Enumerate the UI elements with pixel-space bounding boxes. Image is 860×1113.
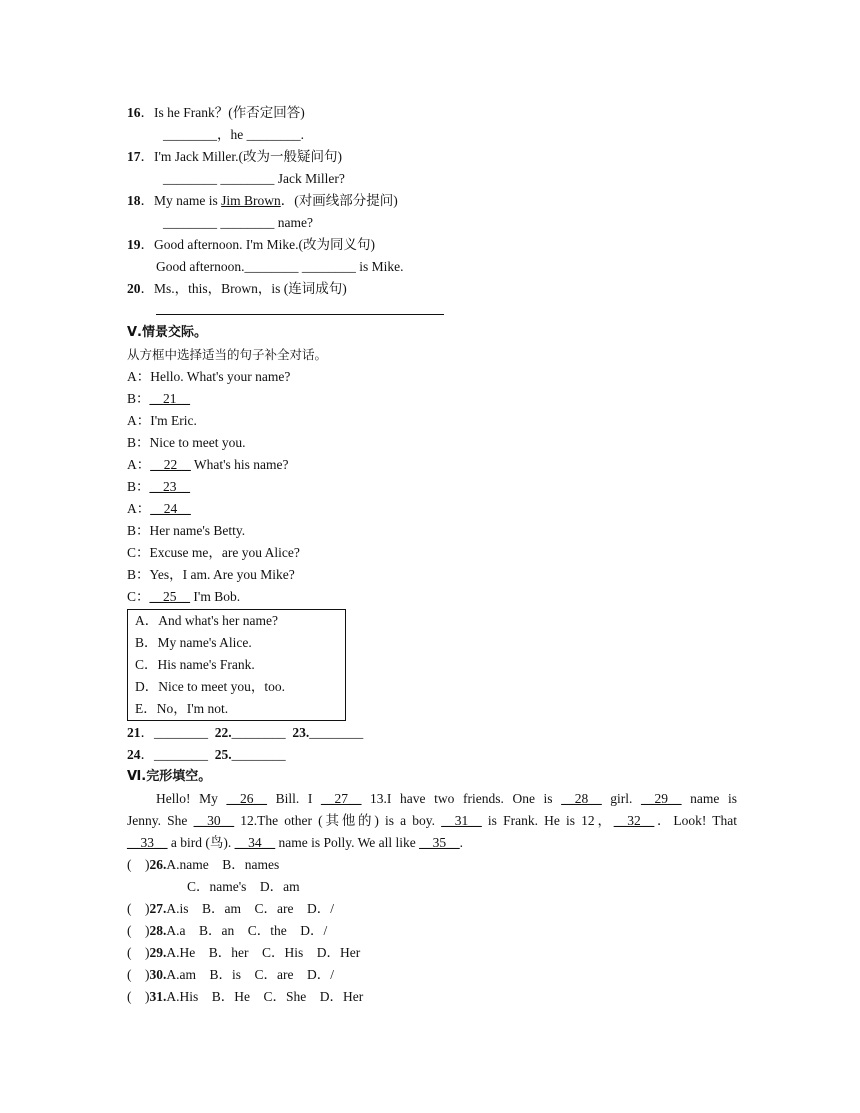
- answer-number: 25.: [214, 747, 232, 762]
- dialogue-text: A：: [127, 501, 151, 516]
- question-number: 17: [127, 149, 141, 164]
- question-16: [127, 102, 737, 124]
- mcq-item: [127, 876, 737, 898]
- answer-parentheses: ( ): [127, 901, 150, 916]
- answer-parentheses: ( ): [127, 945, 150, 960]
- answer-line-19: Good afternoon.________ ________ is Mike.: [156, 259, 404, 274]
- question-text: ．I'm Jack Miller.(改为一般疑问句): [140, 149, 343, 164]
- answer-rule: [156, 300, 444, 315]
- option-item: C．His name's Frank.: [135, 657, 255, 672]
- dialogue-text: A：Hello. What's your name?: [127, 369, 291, 384]
- section-5-instruction: 从方框中选择适当的句子补全对话。: [127, 347, 328, 362]
- answer-number: 21: [127, 725, 141, 740]
- section-5-title: Ⅴ.情景交际。: [127, 325, 207, 340]
- cloze-blank: __35__: [419, 835, 460, 850]
- passage-text: ．Look! That: [654, 813, 737, 828]
- dialogue-text-tail: I'm Bob.: [190, 589, 241, 604]
- dialogue-text: C：Excuse me，are you Alice?: [127, 545, 300, 560]
- question-text-tail: ．(对画线部分提问): [280, 193, 398, 208]
- mcq-number: 31.: [149, 989, 167, 1004]
- mcq-number: 27.: [149, 901, 167, 916]
- dialogue-blank: __21__: [149, 391, 191, 406]
- cloze-blank: __26__: [226, 791, 267, 806]
- cloze-blank: __33__: [127, 835, 168, 850]
- answer-line-20: [127, 300, 737, 322]
- question-text: ．Is he Frank？(作否定回答): [140, 105, 305, 120]
- mcq-options: A.name B．names: [166, 857, 280, 872]
- answer-number: 22.: [214, 725, 232, 740]
- dialogue-line: [127, 366, 737, 388]
- option-item: E．No，I'm not.: [135, 701, 229, 716]
- cloze-blank: __31__: [441, 813, 482, 828]
- mcq-item: [127, 986, 737, 1008]
- mcq-item: [127, 964, 737, 986]
- section-6-title: Ⅵ.完形填空。: [127, 769, 212, 784]
- dialogue-line: [127, 388, 737, 410]
- passage-text: name is Polly. We all like: [275, 835, 420, 850]
- passage-text: 12.The other (其他的) is a boy.: [234, 813, 442, 828]
- passage-line-1: [127, 788, 737, 810]
- dialogue-text-tail: What's his name?: [190, 457, 289, 472]
- answer-parentheses: ( ): [127, 923, 150, 938]
- answer-parentheses: ( ): [127, 857, 150, 872]
- dialogue-line: [127, 564, 737, 586]
- option-item: D．Nice to meet you，too.: [135, 679, 285, 694]
- worksheet-page: [127, 102, 737, 1008]
- answer-slot: ________: [231, 725, 286, 740]
- mcq-options: A.a B．an C．the D．/: [166, 923, 328, 938]
- multiple-choice-list: [127, 854, 737, 1008]
- mcq-number: 30.: [149, 967, 167, 982]
- cloze-blank: __28__: [561, 791, 602, 806]
- passage-line-2: [127, 810, 737, 832]
- dialogue-text: B：: [127, 391, 150, 406]
- mcq-options: A.am B．is C．are D．/: [166, 967, 334, 982]
- question-text: ．My name is: [140, 193, 222, 208]
- mcq-number: 28.: [149, 923, 167, 938]
- question-20: [127, 278, 737, 300]
- mcq-number: 29.: [149, 945, 167, 960]
- passage-text: Hello! My: [156, 791, 227, 806]
- dialogue-line: [127, 520, 737, 542]
- dialogue-blank: __23__: [149, 479, 191, 494]
- answer-slot: ________: [309, 725, 364, 740]
- dialogue: [127, 366, 737, 608]
- passage-text: Bill. I: [266, 791, 321, 806]
- passage-text: Jenny. She: [127, 813, 194, 828]
- dialogue-line: [127, 432, 737, 454]
- answer-slot: ．________: [140, 725, 208, 740]
- mcq-options: A.His B．He C．She D．Her: [166, 989, 364, 1004]
- mcq-options: A.is B．am C．are D．/: [166, 901, 334, 916]
- passage-line-3: [127, 832, 737, 854]
- dialogue-text: B：Yes，I am. Are you Mike?: [127, 567, 295, 582]
- option-item: A．And what's her name?: [135, 613, 279, 628]
- question-text: ．Good afternoon. I'm Mike.(改为同义句): [140, 237, 376, 252]
- question-17: [127, 146, 737, 168]
- mcq-item: [127, 854, 737, 876]
- answer-number: 24: [127, 747, 141, 762]
- passage-text: girl.: [601, 791, 642, 806]
- cloze-blank: __32__: [613, 813, 655, 828]
- dialogue-text: A：I'm Eric.: [127, 413, 197, 428]
- cloze-blank: __34__: [234, 835, 276, 850]
- answer-parentheses: ( ): [127, 967, 150, 982]
- dialogue-text: B：: [127, 479, 150, 494]
- question-18: [127, 190, 737, 212]
- dialogue-blank: __25__: [149, 589, 191, 604]
- answer-line-16: ________，he ________.: [163, 127, 304, 142]
- answer-row-2: [127, 744, 737, 766]
- dialogue-line: [127, 454, 737, 476]
- cloze-blank: __30__: [193, 813, 235, 828]
- question-number: 20: [127, 281, 141, 296]
- passage-text: name is: [681, 791, 737, 806]
- dialogue-text: A：: [127, 457, 151, 472]
- mcq-number: 26.: [149, 857, 167, 872]
- answer-number: 23.: [292, 725, 310, 740]
- passage-text: is Frank. He is 12，: [481, 813, 614, 828]
- dialogue-line: [127, 542, 737, 564]
- mcq-item: [127, 942, 737, 964]
- answer-slot: ________: [231, 747, 286, 762]
- passage-text: 13.I have two friends. One is: [361, 791, 562, 806]
- mcq-item: [127, 920, 737, 942]
- mcq-options: C．name's D．am: [187, 879, 300, 894]
- answer-line-17: ________ ________ Jack Miller?: [163, 171, 345, 186]
- question-text: ．Ms.，this，Brown，is (连词成句): [140, 281, 347, 296]
- answer-line-18: ________ ________ name?: [163, 215, 313, 230]
- dialogue-text: C：: [127, 589, 150, 604]
- cloze-passage: [127, 788, 737, 854]
- option-item: B．My name's Alice.: [135, 635, 252, 650]
- dialogue-line: [127, 476, 737, 498]
- answer-row-1: [127, 722, 737, 744]
- answer-slot: ．________: [140, 747, 208, 762]
- cloze-blank: __29__: [641, 791, 682, 806]
- dialogue-text: B：Her name's Betty.: [127, 523, 246, 538]
- question-number: 19: [127, 237, 141, 252]
- dialogue-line: [127, 586, 737, 608]
- dialogue-line: [127, 498, 737, 520]
- mcq-options: A.He B．her C．His D．Her: [166, 945, 361, 960]
- question-number: 18: [127, 193, 141, 208]
- cloze-blank: __27__: [320, 791, 362, 806]
- mcq-item: [127, 898, 737, 920]
- passage-text: a bird (鸟).: [167, 835, 235, 850]
- dialogue-blank: __22__: [150, 457, 191, 472]
- answer-parentheses: ( ): [127, 989, 150, 1004]
- passage-text: .: [459, 835, 464, 850]
- options-box: [127, 609, 346, 721]
- underlined-phrase: Jim Brown: [221, 193, 281, 208]
- dialogue-line: [127, 410, 737, 432]
- dialogue-text: B：Nice to meet you.: [127, 435, 246, 450]
- question-19: [127, 234, 737, 256]
- dialogue-blank: __24__: [150, 501, 191, 516]
- question-number: 16: [127, 105, 141, 120]
